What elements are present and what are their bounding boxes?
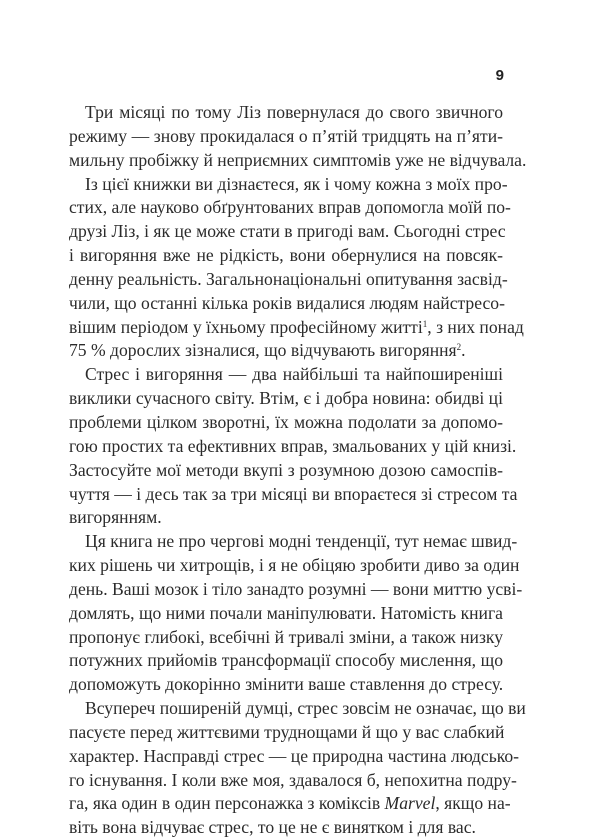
text-line: потужних прийомів трансформації способу мислення, що <box>69 650 503 671</box>
paragraph-1 <box>69 101 527 173</box>
text-line: виклики сучасного світу. Втім, є і добра новина: обидві ці <box>69 388 503 409</box>
text-line: Всупереч поширеній думці, стрес зовсім не означає, що ви <box>85 698 526 719</box>
text-line: мильну пробіжку й неприємних симптомів уже не відчувала. <box>69 149 527 170</box>
italic-title-marvel: Marvel <box>384 793 436 814</box>
text-segment: га, яка один в один персонажка з коміксів <box>69 793 385 814</box>
text-line: гою простих та ефективних вправ, змальованих у цій книзі. <box>69 435 517 456</box>
text-line: пасуєте перед життєвими труднощами й що у вас слабкий <box>69 721 505 742</box>
text-line: друзі Ліз, і як це може стати в пригоді вам. Сьогодні стрес <box>69 221 506 242</box>
text-line: Ця книга не про чергові модні тенденції, тут немає швид- <box>85 531 518 552</box>
text-line-with-italic <box>69 792 511 816</box>
text-line: ких рішень чи хитрощів, і я не обіцяю зробити диво за один <box>69 555 520 576</box>
text-line: пропонує глибокі, всебічні й тривалі зміни, а також низку <box>69 626 503 647</box>
text-line: вигорянням. <box>69 507 162 528</box>
text-line: допоможуть докорінно змінити ваше ставлення до стресу. <box>69 674 504 695</box>
text-line: Застосуйте мої методи вкупі з розумною дозою самоспів- <box>69 459 503 480</box>
text-line: день. Ваші мозок і тіло занадто розумні — вони миттю усві- <box>69 578 523 599</box>
footnote-ref-1[interactable]: 1 <box>422 318 428 329</box>
text-line: Стрес і вигоряння — два найбільші та найпоширеніші <box>85 364 503 385</box>
text-line: Із цієї книжки ви дізнаєтеся, як і чому кожна з моїх про- <box>85 173 508 194</box>
text-segment: , з них понад <box>427 316 524 337</box>
text-line: денну реальність. Загальнонаціональні опитування засвід- <box>69 268 508 289</box>
text-line: чили, що останні кілька років видалися людям найстресо- <box>69 292 505 313</box>
text-segment: . <box>461 340 466 361</box>
text-line: Три місяці по тому Ліз повернулася до свого звичного <box>85 102 503 122</box>
text-line: режиму — знову прокидалася о п’ятій тридцять на п’яти- <box>69 125 503 146</box>
text-line-with-footnote <box>69 339 503 363</box>
text-line: го існування. І коли вже моя, здавалося б, непохитна подру- <box>69 769 517 790</box>
text-line: проблеми цілком зворотні, їх можна подолати за допомо- <box>69 411 503 432</box>
text-line-with-footnote <box>69 316 524 340</box>
text-line: характер. Насправді стрес — це природна частина людсько- <box>69 745 520 766</box>
text-line: віть вона відчуває стрес, то це не є винятком і для вас. <box>69 817 476 838</box>
text-line: чуття — і десь так за три місяці ви впораєтеся зі стресом та <box>69 483 518 504</box>
text-segment: , якщо на- <box>435 793 511 814</box>
text-segment: вішим періодом у їхньому професійному житті <box>69 316 423 337</box>
text-segment: 75 % дорослих зізналися, що відчувають вигоряння <box>69 340 457 361</box>
body-text <box>69 101 527 840</box>
text-line: стих, але науково обґрунтованих вправ допомогла моїй по- <box>69 197 511 218</box>
paragraph-2 <box>69 173 524 364</box>
paragraph-3 <box>69 363 518 530</box>
footnote-ref-2[interactable]: 2 <box>456 342 462 353</box>
paragraph-4 <box>69 530 523 697</box>
text-line: домлять, що ними почали маніпулювати. Натомість книга <box>69 602 503 623</box>
paragraph-5 <box>69 697 526 840</box>
text-line: і вигоряння вже не рідкість, вони обернулися на повсяк- <box>69 245 503 266</box>
page-number: 9 <box>495 67 504 84</box>
